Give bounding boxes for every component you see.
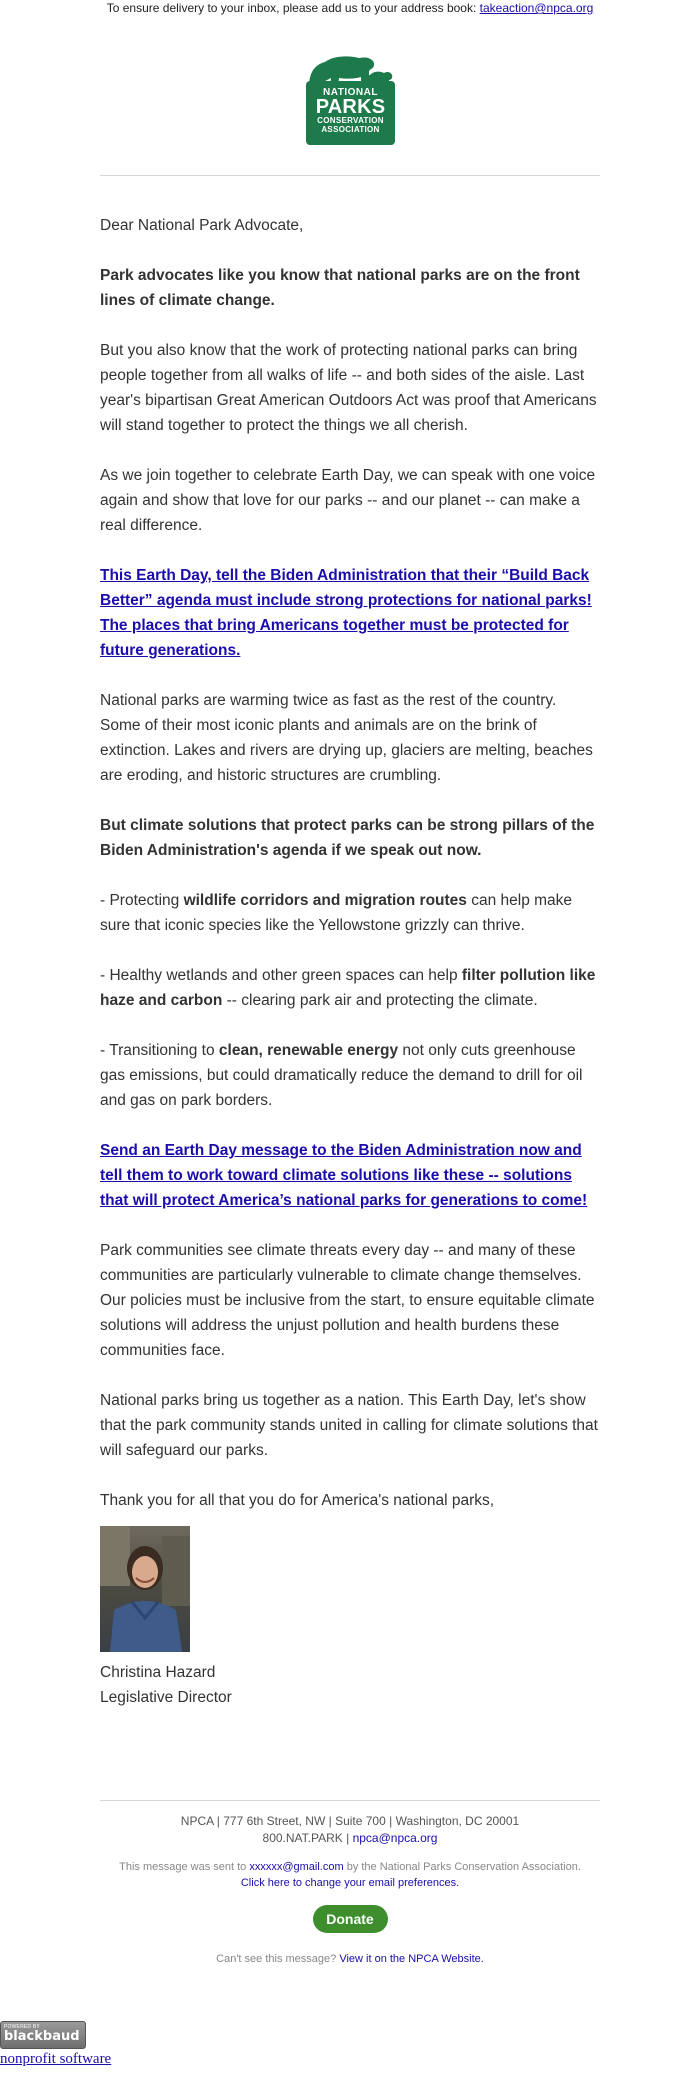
footer-sent-block (100, 1859, 600, 1891)
logo-line-parks: PARKS (315, 96, 386, 118)
paragraph-together: National parks bring us together as a nation. This Earth Day, let's show that the park community stands united in calling for climate solutions that will safeguard our parks. (100, 1392, 598, 1459)
cta-link-earth-day-message[interactable]: Send an Earth Day message to the Biden Administration now and tell them to work toward climate solutions like these -- solutions that will protect America’s national parks for generations to come! (100, 1142, 588, 1209)
bullet-1-post: can help make sure that iconic species like the Yellowstone grizzly can thrive. (100, 892, 573, 934)
bullet-3-pre: - Transitioning to (100, 1042, 219, 1059)
logo-line-conservation: CONSERVATION (317, 116, 384, 125)
logo-badge (306, 81, 395, 145)
intro-paragraph (100, 263, 600, 313)
signer-title: Legislative Director (100, 1689, 232, 1706)
blackbaud-badge[interactable] (0, 2021, 86, 2049)
closing-line: Thank you for all that you do for America's national parks, (100, 1492, 495, 1509)
intro-bold-text: Park advocates like you know that national parks are on the front lines of climate change. (100, 267, 580, 309)
donate-row (100, 1905, 600, 1933)
footer-divider (100, 1800, 600, 1801)
bullet-2-pre: - Healthy wetlands and other green spaces can help (100, 967, 462, 984)
bullet-renewable-energy (100, 1038, 600, 1113)
preheader-email-link[interactable]: takeaction@npca.org (479, 1, 594, 15)
footer-email-link[interactable]: npca@npca.org (352, 1831, 438, 1845)
header-divider (100, 175, 600, 176)
logo-container (0, 51, 700, 147)
bullet-3-post: not only cuts greenhouse gas emissions, but could dramatically reduce the demand to drill for oil and gas on park borders. (100, 1042, 583, 1109)
npca-logo[interactable] (303, 51, 397, 147)
signer-name: Christina Hazard (100, 1664, 216, 1681)
bullet-wetlands (100, 963, 600, 1013)
greeting: Dear National Park Advocate, (100, 217, 304, 234)
sent-pre: This message was sent to (119, 1861, 247, 1873)
paragraph-bipartisan: But you also know that the work of protecting national parks can bring people together from all walks of life -- and both sides of the aisle. Last year's bipartisan Great American Outdoors Act was proof that Americans will stand together to protect the things we all cherish. (100, 342, 597, 434)
cta-paragraph-2 (100, 1138, 600, 1213)
footer (100, 1813, 600, 1965)
paragraph-warming: National parks are warming twice as fast as the rest of the country. Some of their most iconic plants and animals are on the brink of extinction. Lakes and rivers are drying up, glaciers are melting, beaches are eroding, and historic structures are crumbling. (100, 692, 593, 784)
cant-see-line (100, 1953, 600, 1965)
footer-phone: 800.NAT.PARK | (262, 1831, 350, 1845)
letter-body (100, 213, 600, 1710)
donate-button[interactable]: Donate (313, 1905, 388, 1933)
preheader (0, 0, 700, 17)
view-on-website-link[interactable]: View it on the NPCA Website. (339, 1953, 484, 1965)
footer-address-block (100, 1813, 600, 1847)
logo-line-national: NATIONAL (323, 87, 378, 98)
bullet-1-pre: - Protecting (100, 892, 184, 909)
cta-paragraph-1 (100, 563, 600, 663)
sent-to-line (100, 1859, 600, 1875)
email-preferences-link[interactable]: Click here to change your email preferences. (240, 1877, 460, 1889)
preheader-text: To ensure delivery to your inbox, please add us to your address book: (106, 1, 477, 15)
bullet-wildlife-corridors (100, 888, 600, 938)
footer-contact (100, 1830, 600, 1847)
paragraph-climate-solutions (100, 813, 600, 863)
cta-link-build-back-better[interactable]: This Earth Day, tell the Biden Administration that their “Build Back Better” agenda must include strong protections for national parks! The places that bring Americans together must be protected for future generations. (100, 567, 592, 659)
signer-block (100, 1660, 600, 1710)
sent-email-link[interactable]: xxxxxx@gmail.com (249, 1861, 344, 1873)
blackbaud-powered-by: POWERED BY (4, 2024, 40, 2030)
paragraph-earth-day: As we join together to celebrate Earth Day, we can speak with one voice again and show that love for our parks -- and our planet -- can make a real difference. (100, 467, 596, 534)
bullet-3-bold: clean, renewable energy (218, 1042, 399, 1059)
bullet-1-bold: wildlife corridors and migration routes (183, 892, 467, 909)
logo-line-association: ASSOCIATION (321, 125, 380, 134)
bullet-2-post: -- clearing park air and protecting the climate. (222, 992, 538, 1009)
footer-address: NPCA | 777 6th Street, NW | Suite 700 | Washington, DC 20001 (180, 1814, 520, 1828)
climate-solutions-bold: But climate solutions that protect parks can be strong pillars of the Biden Administration's agenda if we speak out now. (100, 817, 595, 859)
paragraph-park-communities: Park communities see climate threats every day -- and many of these communities are particularly vulnerable to climate change themselves. Our policies must be inclusive from the start, to ensure equitable climate solutions will address the unjust pollution and health burdens these communities face. (100, 1242, 595, 1359)
blackbaud-brand: blackbaud (4, 2029, 80, 2044)
signer-photo (100, 1526, 190, 1652)
cant-see-text: Can't see this message? (216, 1953, 337, 1965)
nonprofit-software-link[interactable]: nonprofit software (0, 2051, 112, 2067)
bullet-2-bold: filter pollution like haze and carbon (100, 967, 596, 1009)
sent-post: by the National Parks Conservation Association. (346, 1861, 581, 1873)
